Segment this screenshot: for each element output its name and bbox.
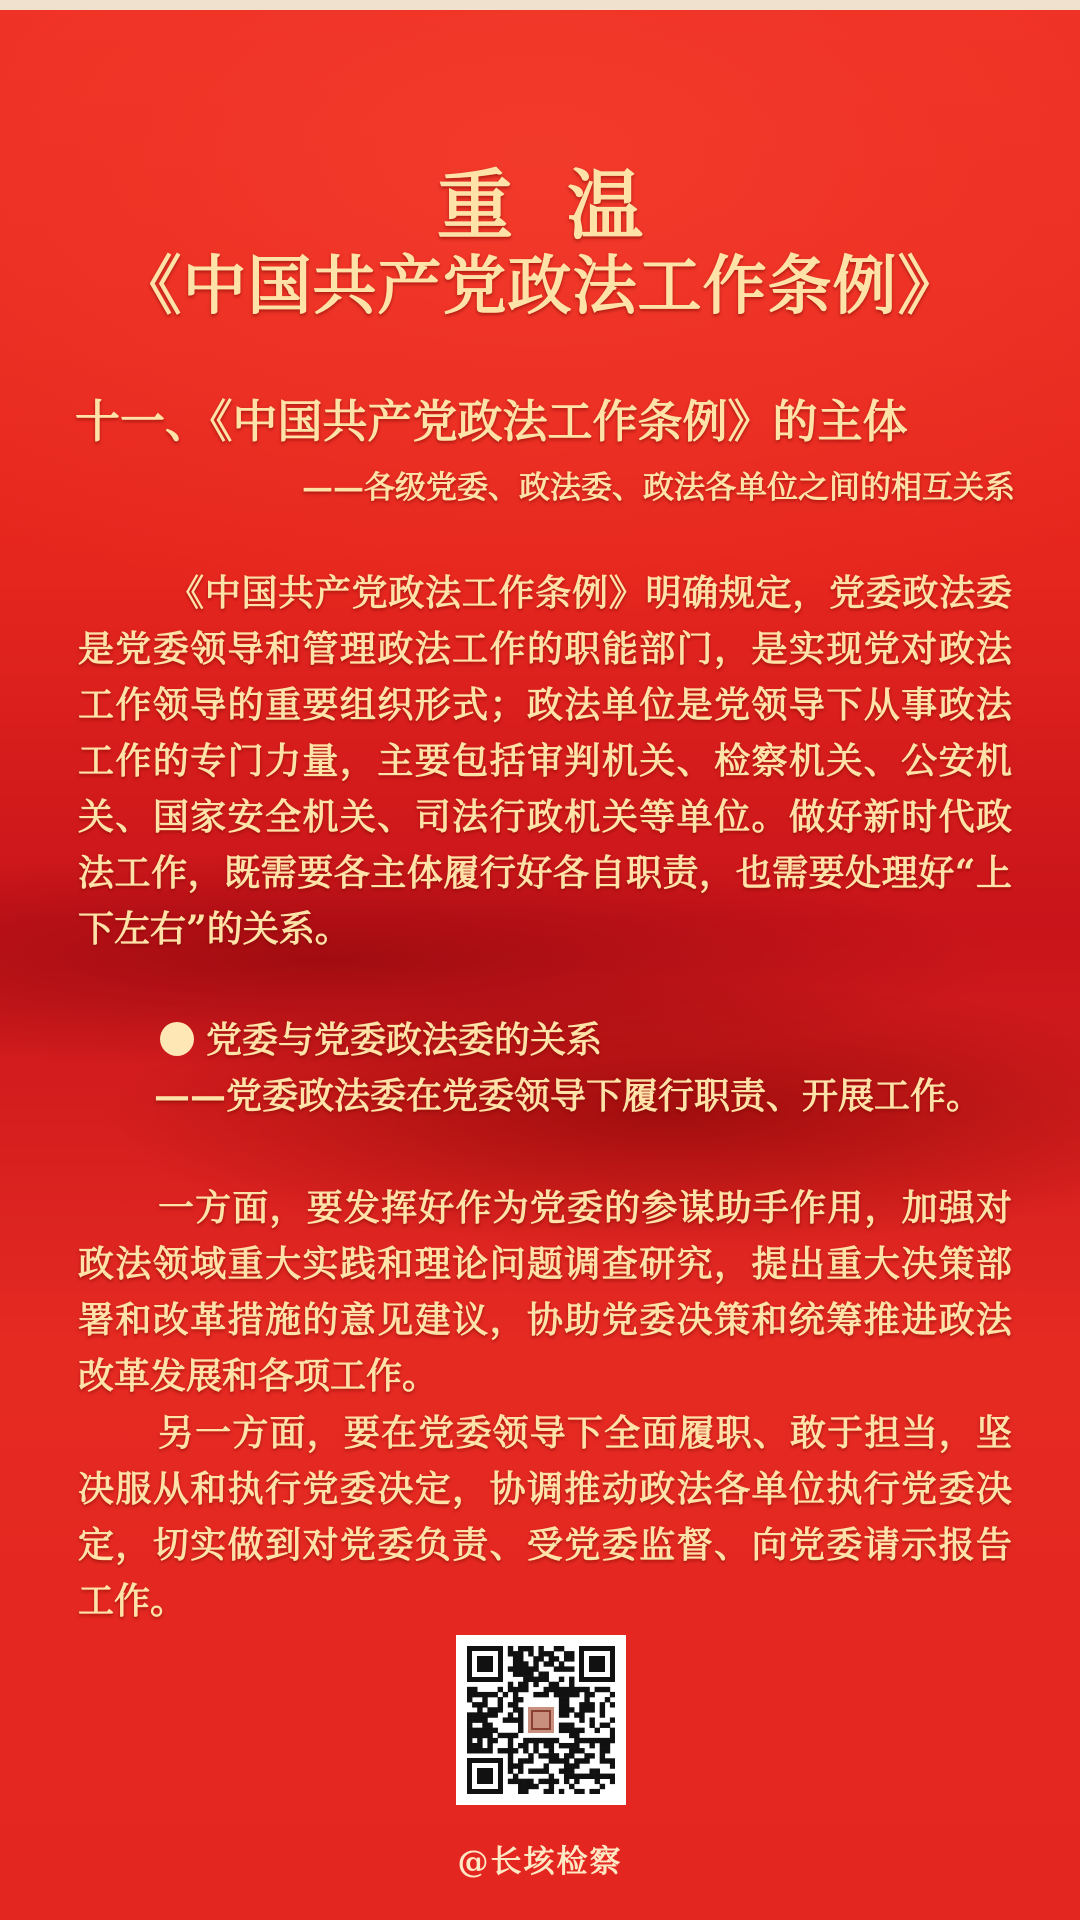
qr-code[interactable] [456, 1635, 626, 1805]
bullet-title: 党委与党委政法委的关系 [206, 1019, 603, 1061]
qr-finder-top-left [467, 1646, 503, 1682]
bullet-heading [160, 1012, 602, 1068]
paragraph-2: 另一方面，要在党委领导下全面履职、敢于担当，坚决服从和执行党委决定，协调推动政法各单位执行党委决定，切实做到对党委负责、受党委监督、向党委请示报告工作。 [78, 1412, 1012, 1622]
qr-finder-bottom-left [467, 1758, 503, 1794]
bullet-lead-paragraph: ——党委政法委在党委领导下履行职责、开展工作。 [154, 1075, 983, 1117]
section-subheading: ——各级党委、政法委、政法各单位之间的相互关系 [302, 470, 1015, 506]
qr-code-graphic [467, 1646, 615, 1794]
paragraph-1: 一方面，要发挥好作为党委的参谋助手作用，加强对政法领域重大实践和理论问题调查研究，提出重大决策部署和改革措施的意见建议，协助党委决策和统筹推进政法改革发展和各项工作。 [78, 1187, 1012, 1397]
title-line-1: 重温 [437, 161, 697, 250]
bullet-dot-icon [160, 1022, 194, 1056]
title-line-2: 《中国共产党政法工作条例》 [117, 249, 963, 324]
section-heading: 十一、《中国共产党政法工作条例》的主体 [75, 395, 908, 448]
qr-finder-top-right [579, 1646, 615, 1682]
intro-paragraph: 《中国共产党政法工作条例》明确规定，党委政法委是党委领导和管理政法工作的职能部门，是实现党对政法工作领导的重要组织形式；政法单位是党领导下从事政法工作的专门力量，主要包括审判机关、检察机关、公安机关、国家安全机关、司法行政机关等单位。做好新时代政法工作，既需要各主体履行好各自职责，也需要处理好“上下左右”的关系。 [78, 572, 1012, 950]
footer-account: @长垓检察 [457, 1844, 623, 1880]
top-strip [0, 0, 1080, 10]
